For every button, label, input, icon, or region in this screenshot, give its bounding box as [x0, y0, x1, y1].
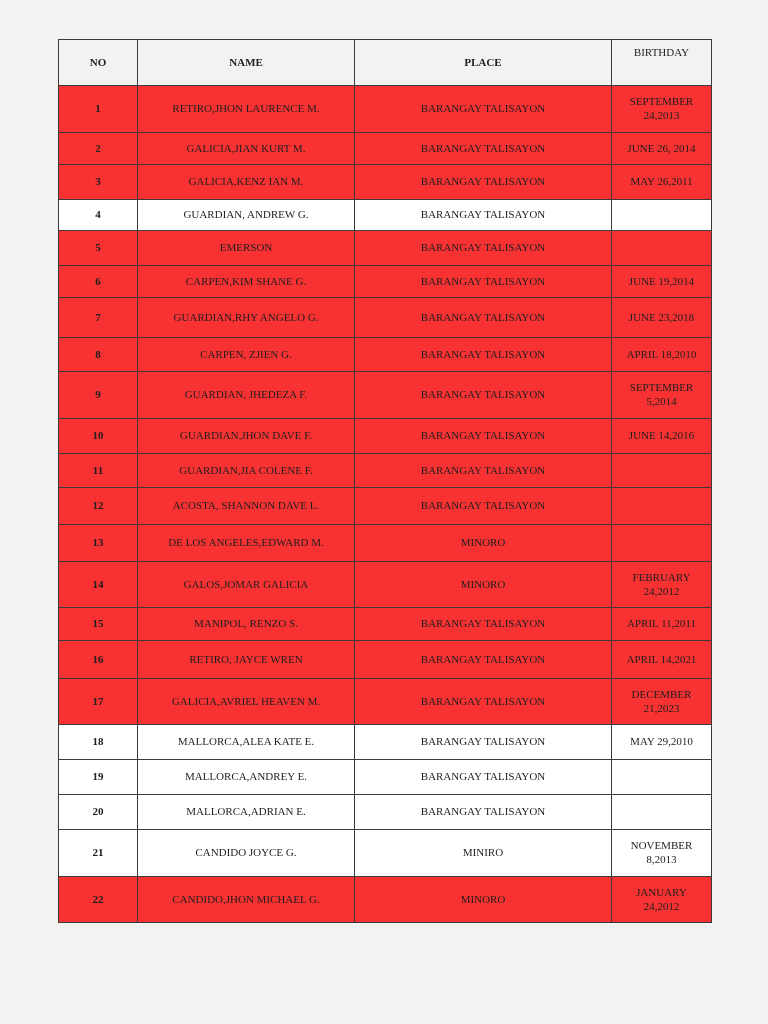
cell-place: BARANGAY TALISAYON — [355, 86, 612, 133]
table-row — [59, 725, 712, 760]
cell-birthday — [612, 562, 712, 608]
cell-name: MALLORCA,ANDREY E. — [138, 760, 355, 795]
birthday-line: 8,2013 — [646, 854, 677, 866]
birthday-line: 5,2014 — [646, 396, 677, 408]
cell-place: BARANGAY TALISAYON — [355, 679, 612, 725]
cell-no: 12 — [59, 488, 138, 525]
cell-birthday — [612, 266, 712, 298]
cell-birthday — [612, 608, 712, 641]
table-row — [59, 338, 712, 372]
cell-no: 8 — [59, 338, 138, 372]
cell-name: GUARDIAN,RHY ANGELO G. — [138, 298, 355, 338]
cell-place: MINORO — [355, 562, 612, 608]
table-row — [59, 231, 712, 266]
table-row — [59, 562, 712, 608]
birthday-line: SEPTEMBER — [629, 96, 694, 108]
roster-table — [58, 39, 712, 923]
cell-no: 6 — [59, 266, 138, 298]
table-row — [59, 877, 712, 923]
cell-name: GUARDIAN,JHON DAVE F. — [138, 419, 355, 454]
birthday-line: APRIL 14,2021 — [626, 653, 697, 666]
cell-place: BARANGAY TALISAYON — [355, 760, 612, 795]
cell-name: CARPEN,KIM SHANE G. — [138, 266, 355, 298]
header-row — [59, 40, 712, 86]
cell-name: GALICIA,JIAN KURT M. — [138, 133, 355, 165]
cell-name: GUARDIAN,JIA COLENE F. — [138, 454, 355, 488]
cell-place: BARANGAY TALISAYON — [355, 338, 612, 372]
cell-place: BARANGAY TALISAYON — [355, 725, 612, 760]
cell-place: MINORO — [355, 525, 612, 562]
cell-birthday — [612, 525, 712, 562]
birthday-line: 24,2012 — [643, 900, 680, 913]
cell-birthday — [612, 86, 712, 133]
table-row — [59, 608, 712, 641]
table-row — [59, 298, 712, 338]
cell-name: MALLORCA,ALEA KATE E. — [138, 725, 355, 760]
cell-name: CANDIDO,JHON MICHAEL G. — [138, 877, 355, 923]
cell-birthday — [612, 454, 712, 488]
cell-place: BARANGAY TALISAYON — [355, 641, 612, 679]
column-header-name: NAME — [138, 40, 355, 86]
cell-no: 22 — [59, 877, 138, 923]
cell-name: GALICIA,AVRIEL HEAVEN M. — [138, 679, 355, 725]
cell-birthday — [612, 725, 712, 760]
cell-no: 11 — [59, 454, 138, 488]
cell-no: 4 — [59, 200, 138, 231]
cell-birthday — [612, 679, 712, 725]
cell-place: BARANGAY TALISAYON — [355, 266, 612, 298]
cell-no: 16 — [59, 641, 138, 679]
birthday-line: 21,2023 — [643, 702, 680, 715]
birthday-line: MAY 29,2010 — [630, 736, 693, 748]
cell-birthday — [612, 231, 712, 266]
cell-name: GUARDIAN, JHEDEZA F. — [138, 372, 355, 419]
cell-no: 1 — [59, 86, 138, 133]
cell-place: BARANGAY TALISAYON — [355, 133, 612, 165]
table-row — [59, 679, 712, 725]
table-row — [59, 372, 712, 419]
birthday-line: 24,2013 — [643, 110, 680, 122]
table-row — [59, 266, 712, 298]
cell-name: GALICIA,KENZ IAN M. — [138, 165, 355, 200]
table-row — [59, 525, 712, 562]
cell-birthday — [612, 419, 712, 454]
cell-name: EMERSON — [138, 231, 355, 266]
cell-place: MINIRO — [355, 830, 612, 877]
table-row — [59, 200, 712, 231]
cell-place: BARANGAY TALISAYON — [355, 165, 612, 200]
cell-name: GALOS,JOMAR GALICIA — [138, 562, 355, 608]
cell-name: GUARDIAN, ANDREW G. — [138, 200, 355, 231]
birthday-line: SEPTEMBER — [629, 382, 694, 394]
cell-birthday — [612, 488, 712, 525]
table-row — [59, 760, 712, 795]
cell-no: 3 — [59, 165, 138, 200]
cell-place: BARANGAY TALISAYON — [355, 298, 612, 338]
cell-no: 5 — [59, 231, 138, 266]
birthday-line: JUNE 23,2018 — [628, 311, 695, 324]
cell-birthday — [612, 298, 712, 338]
cell-place: BARANGAY TALISAYON — [355, 454, 612, 488]
cell-name: MANIPOL, RENZO S. — [138, 608, 355, 641]
table-row — [59, 830, 712, 877]
cell-place: BARANGAY TALISAYON — [355, 372, 612, 419]
cell-name: CANDIDO JOYCE G. — [138, 830, 355, 877]
birthday-line: JUNE 14,2016 — [628, 430, 695, 442]
cell-no: 20 — [59, 795, 138, 830]
column-header-no: NO — [59, 40, 138, 86]
cell-birthday — [612, 795, 712, 830]
cell-no: 14 — [59, 562, 138, 608]
cell-birthday — [612, 133, 712, 165]
cell-place: BARANGAY TALISAYON — [355, 231, 612, 266]
cell-name: MALLORCA,ADRIAN E. — [138, 795, 355, 830]
cell-name: ACOSTA, SHANNON DAVE L. — [138, 488, 355, 525]
birthday-line: FEBRUARY — [632, 571, 691, 584]
table-row — [59, 165, 712, 200]
table-row — [59, 419, 712, 454]
cell-birthday — [612, 338, 712, 372]
table-row — [59, 454, 712, 488]
cell-birthday — [612, 372, 712, 419]
cell-no: 17 — [59, 679, 138, 725]
column-header-place: PLACE — [355, 40, 612, 86]
birthday-line: MAY 26,2011 — [630, 176, 693, 188]
column-header-birthday: BIRTHDAY — [612, 40, 712, 86]
cell-no: 15 — [59, 608, 138, 641]
birthday-line: 24,2012 — [643, 585, 680, 598]
cell-name: DE LOS ANGELES,EDWARD M. — [138, 525, 355, 562]
cell-no: 18 — [59, 725, 138, 760]
birthday-line: JANUARY — [636, 886, 687, 899]
birthday-line: JUNE 19,2014 — [628, 275, 695, 288]
cell-no: 7 — [59, 298, 138, 338]
cell-place: MINORO — [355, 877, 612, 923]
cell-birthday — [612, 877, 712, 923]
table-row — [59, 795, 712, 830]
table-row — [59, 488, 712, 525]
cell-place: BARANGAY TALISAYON — [355, 608, 612, 641]
cell-no: 21 — [59, 830, 138, 877]
birthday-line: APRIL 18,2010 — [626, 348, 697, 361]
cell-birthday — [612, 641, 712, 679]
cell-no: 9 — [59, 372, 138, 419]
table-row — [59, 133, 712, 165]
table-row — [59, 86, 712, 133]
cell-place: BARANGAY TALISAYON — [355, 795, 612, 830]
cell-no: 2 — [59, 133, 138, 165]
birthday-line: NOVEMBER — [630, 840, 693, 852]
cell-place: BARANGAY TALISAYON — [355, 200, 612, 231]
cell-birthday — [612, 760, 712, 795]
cell-birthday — [612, 830, 712, 877]
cell-name: RETIRO, JAYCE WREN — [138, 641, 355, 679]
cell-name: RETIRO,JHON LAURENCE M. — [138, 86, 355, 133]
birthday-line: APRIL 11,2011 — [626, 618, 697, 630]
birthday-line: JUNE 26, 2014 — [627, 142, 696, 155]
cell-no: 19 — [59, 760, 138, 795]
cell-place: BARANGAY TALISAYON — [355, 488, 612, 525]
roster-body — [59, 86, 712, 923]
cell-no: 10 — [59, 419, 138, 454]
cell-no: 13 — [59, 525, 138, 562]
cell-place: BARANGAY TALISAYON — [355, 419, 612, 454]
cell-birthday — [612, 200, 712, 231]
table-row — [59, 641, 712, 679]
cell-birthday — [612, 165, 712, 200]
birthday-line: DECEMBER — [631, 688, 692, 701]
cell-name: CARPEN, ZJIEN G. — [138, 338, 355, 372]
